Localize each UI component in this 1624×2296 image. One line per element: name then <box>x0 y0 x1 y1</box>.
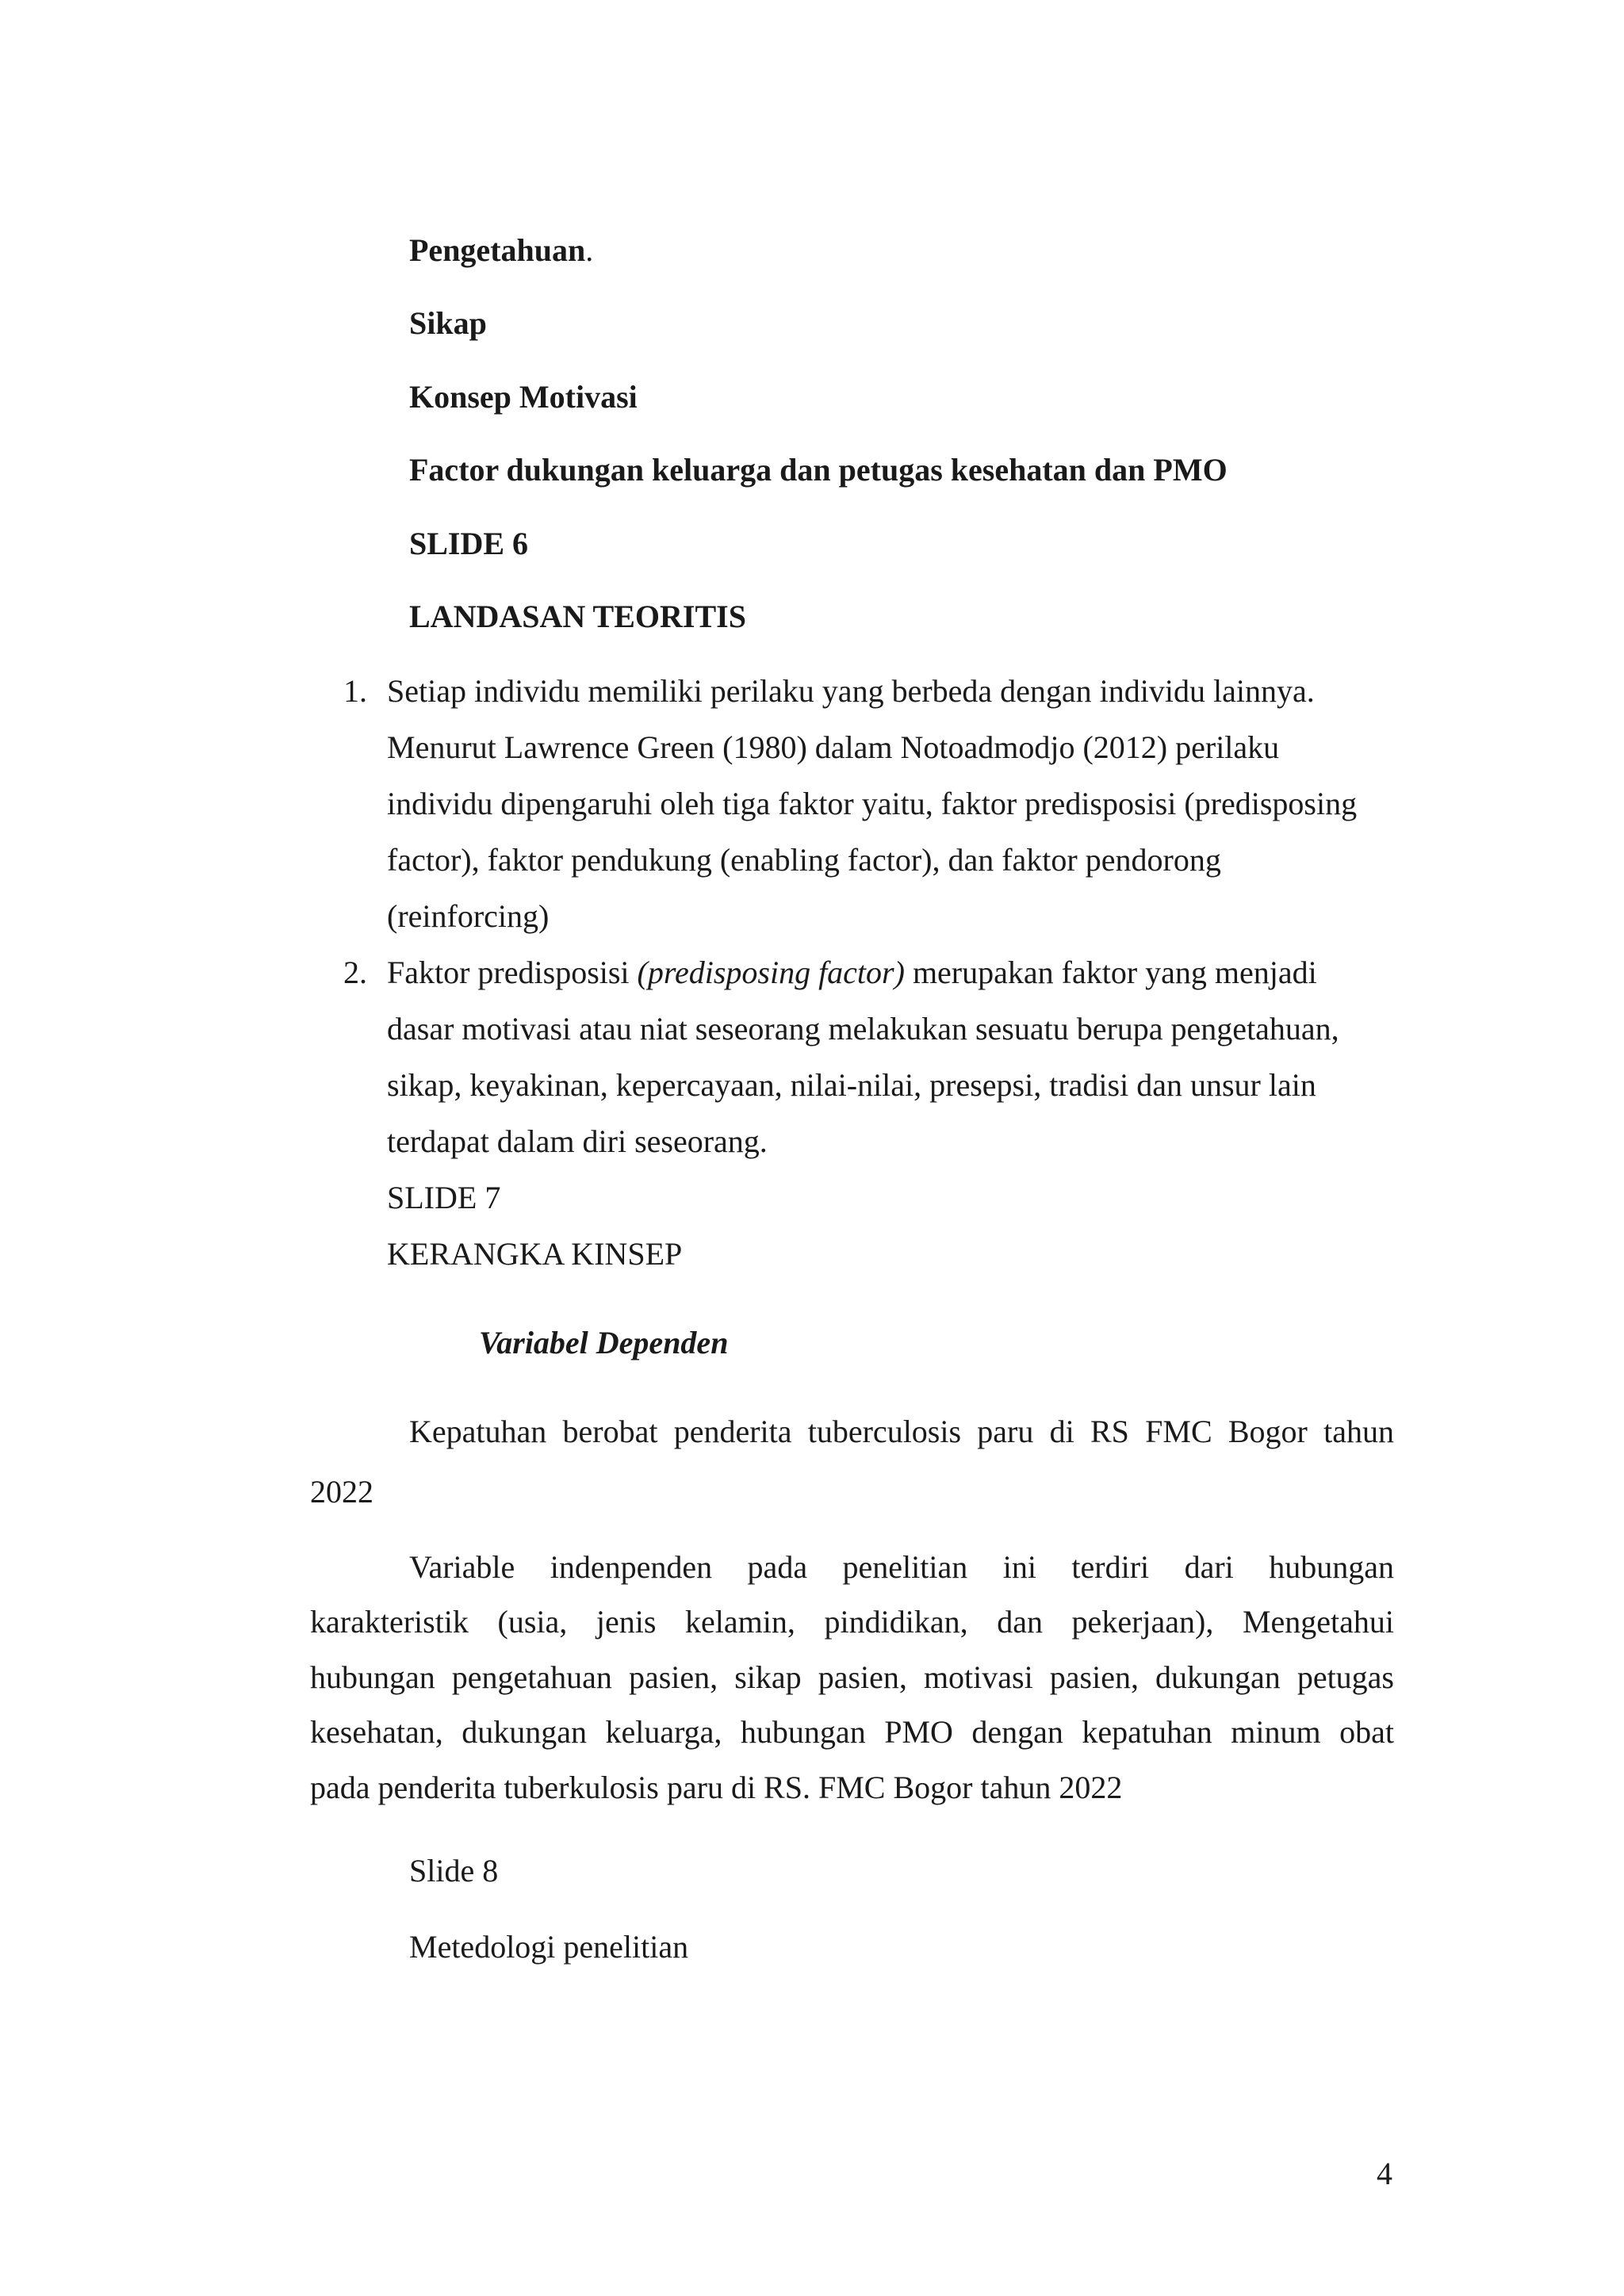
independent-paragraph-line: pada penderita tuberkulosis paru di RS. FMC Bogor tahun 2022 <box>310 1770 1123 1805</box>
list-item-1-line: factor), faktor pendukung (enabling factor), dan faktor pendorong <box>387 842 1221 878</box>
list-item-1-line: (reinforcing) <box>387 898 550 934</box>
page-number: 4 <box>1377 2156 1392 2191</box>
variabel-dependen-heading: Variabel Dependen <box>479 1325 729 1360</box>
slide-7-label: SLIDE 7 <box>387 1180 501 1215</box>
heading-factor-dukungan: Factor dukungan keluarga dan petugas kesehatan dan PMO <box>409 452 1228 488</box>
independent-paragraph-line: karakteristik (usia, jenis kelamin, pindidikan, dan pekerjaan), Mengetahui <box>310 1604 1394 1640</box>
heading-sikap: Sikap <box>409 305 487 341</box>
list-number-1: 1. <box>343 673 367 709</box>
list-item-1-line: individu dipengaruhi oleh tiga faktor yaitu, faktor predisposisi (predisposing <box>387 786 1358 821</box>
list-item-2-line: terdapat dalam diri seseorang. <box>387 1123 768 1159</box>
heading-konsep-motivasi: Konsep Motivasi <box>409 379 638 415</box>
dependent-text-line: Kepatuhan berobat penderita tuberculosis paru di RS FMC Bogor tahun <box>409 1414 1394 1449</box>
slide-7-title: KERANGKA KINSEP <box>387 1236 683 1272</box>
independent-paragraph-line: kesehatan, dukungan keluarga, hubungan PMO dengan kepatuhan minum obat <box>310 1714 1394 1750</box>
list-item-2-line: Faktor predisposisi (predisposing factor) merupakan faktor yang menjadi <box>387 955 1317 990</box>
list-number-2: 2. <box>343 955 367 990</box>
list-item-2-line: dasar motivasi atau niat seseorang melakukan sesuatu berupa pengetahuan, <box>387 1011 1339 1047</box>
list-item-1-line: Menurut Lawrence Green (1980) dalam Notoadmodjo (2012) perilaku <box>387 729 1280 765</box>
independent-paragraph-line: hubungan pengetahuan pasien, sikap pasien, motivasi pasien, dukungan petugas <box>310 1659 1394 1695</box>
heading-landasan-teoritis: LANDASAN TEORITIS <box>409 599 746 634</box>
list-item-1-line: Setiap individu memiliki perilaku yang berbeda dengan individu lainnya. <box>387 673 1315 709</box>
slide-8-title: Metedologi penelitian <box>409 1929 689 1965</box>
independent-paragraph-line: Variable indenpenden pada penelitian ini terdiri dari hubungan <box>409 1549 1394 1585</box>
list-item-2-line: sikap, keyakinan, kepercayaan, nilai-nilai, presepsi, tradisi dan unsur lain <box>387 1067 1316 1103</box>
dependent-text-line: 2022 <box>310 1474 373 1510</box>
heading-slide-6: SLIDE 6 <box>409 526 529 561</box>
slide-8-label: Slide 8 <box>409 1853 499 1888</box>
heading-pengetahuan: Pengetahuan. <box>409 232 594 268</box>
